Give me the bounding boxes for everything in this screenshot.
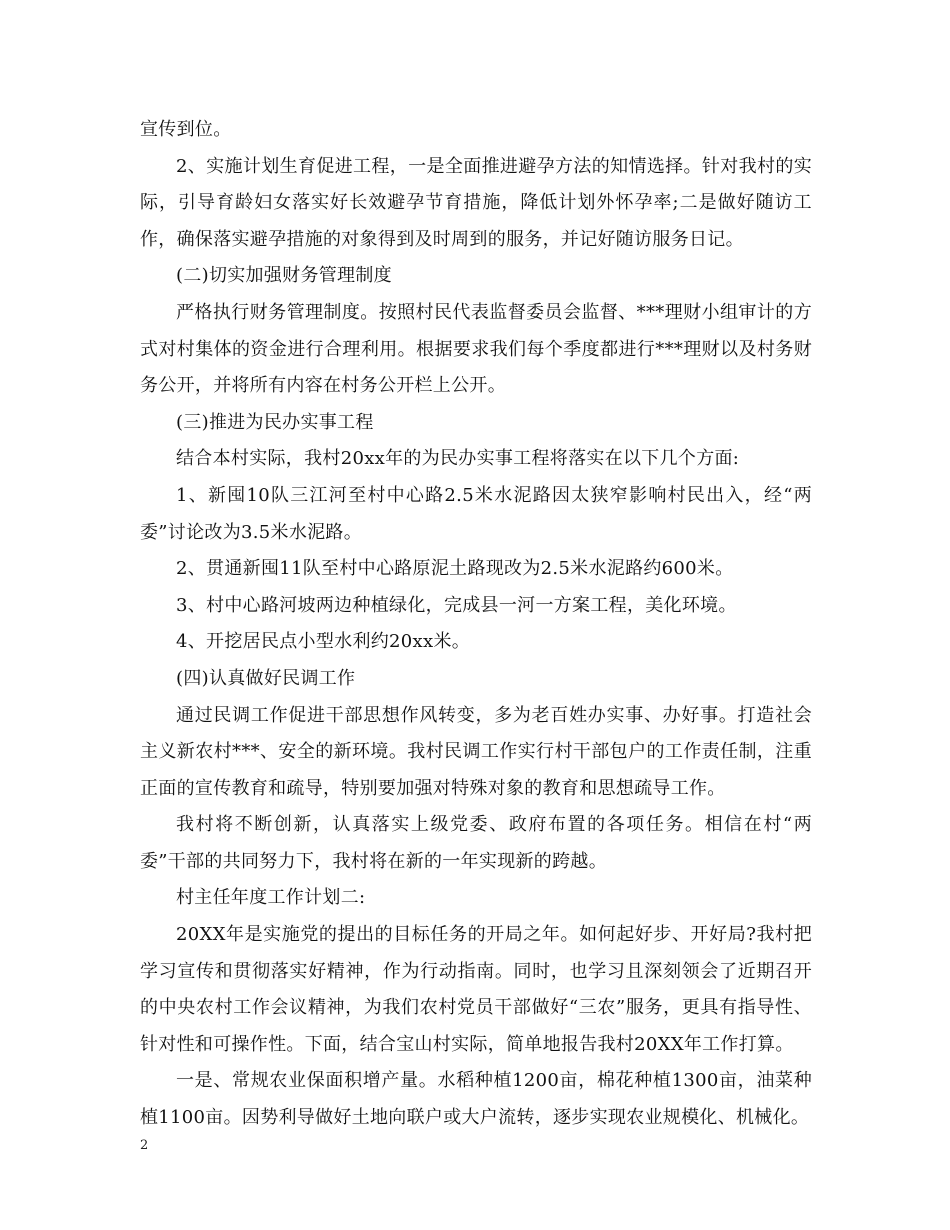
list-item-project-2: 2、贯通新囤11队至村中心路原泥土路现改为2.5米水泥路约600米。	[176, 558, 734, 580]
paragraph-agriculture: 一是、常规农业保面积增产量。水稻种植1200亩，棉花种植1300亩，油菜种植1100亩。因势利导做好土地向联户或大户流转，逐步实现农业规模化、机械化。	[140, 1070, 812, 1129]
paragraph-family-planning: 2、实施计划生育促进工程，一是全面推进避孕方法的知情选择。针对我村的实际，引导育龄妇女落实好长效避孕节育措施，降低计划外怀孕率;二是做好随访工作，确保落实避孕措施的对象得到及时周到的服务，并记好随访服务日记。	[140, 155, 812, 250]
paragraph-conclusion: 我村将不断创新，认真落实上级党委、政府布置的各项任务。相信在村“两委”干部的共同努力下，我村将在新的一年实现新的跨越。	[140, 814, 812, 872]
section-heading-finance: (二)切实加强财务管理制度	[176, 265, 392, 287]
list-item-project-3: 3、村中心路河坡两边种植绿化，完成县一河一方案工程，美化环境。	[176, 594, 737, 616]
section-heading-public-projects: (三)推进为民办实事工程	[176, 411, 374, 433]
paragraph-finance: 严格执行财务管理制度。按照村民代表监督委员会监督、***理财小组审计的方式对村集体的资金进行合理利用。根据要求我们每个季度都进行***理财以及村务财务公开，并将所有内容在村务公开栏上公开。	[140, 301, 812, 397]
paragraph-mediation: 通过民调工作促进干部思想作风转变，多为老百姓办实事、办好事。打造社会主义新农村***、安全的新环境。我村民调工作实行村干部包户的工作责任制，注重正面的宣传教育和疏导，特别要加强对特殊对象的教育和思想疏导工作。	[140, 704, 812, 799]
section-heading-plan-two: 村主任年度工作计划二:	[176, 887, 366, 909]
page-number: 2	[140, 1138, 149, 1153]
document-body	[140, 112, 812, 1137]
list-item-project-1: 1、新囤10队三江河至村中心路2.5米水泥路因太狭窄影响村民出入，经“两委”讨论改为3.5米水泥路。	[140, 484, 812, 543]
section-heading-mediation: (四)认真做好民调工作	[176, 667, 356, 689]
list-item-project-4: 4、开挖居民点小型水利约20xx米。	[176, 631, 471, 653]
paragraph-projects-intro: 结合本村实际，我村20xx年的为民办实事工程将落实在以下几个方面:	[176, 448, 740, 470]
paragraph-continuation: 宣传到位。	[140, 119, 232, 140]
paragraph-plan-two-intro: 20XX年是实施党的提出的目标任务的开局之年。如何起好步、开好局?我村把学习宣传和贯彻落实好精神，作为行动指南。同时，也学习且深刻领会了近期召开的中央农村工作会议精神，为我们农村党员干部做好“三农”服务，更具有指导性、针对性和可操作性。下面，结合宝山村实际，简单地报告我村20XX年工作打算。	[140, 924, 812, 1055]
